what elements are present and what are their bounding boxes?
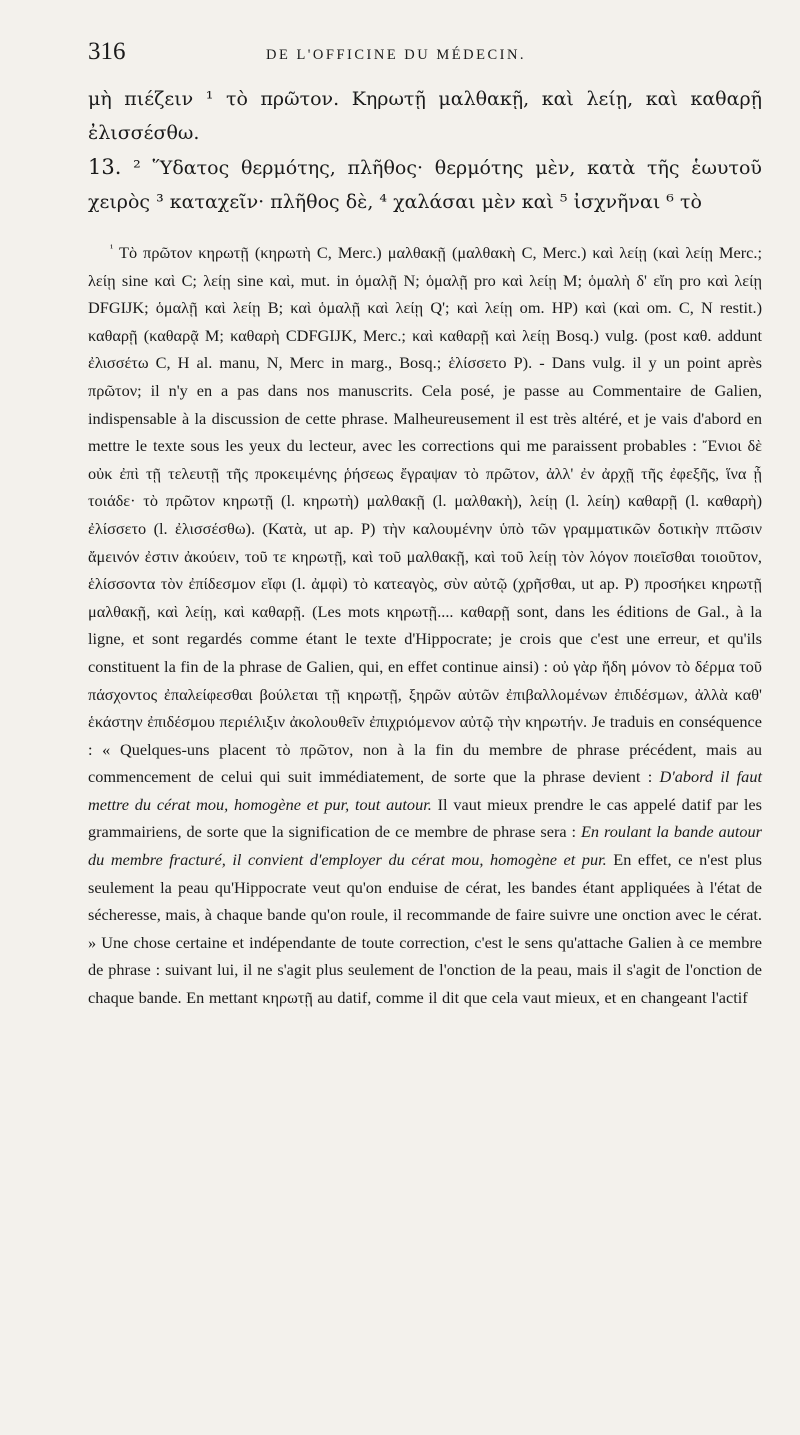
paragraph-13-text: ² Ὕδατος θερμότης, πλῆθος· θερμότης μὲν, κατὰ τῆς ἑωυτοῦ χειρὸς ³ καταχεῖν· πλῆθος δὲ, ⁴ χαλάσαι μὲν καὶ ⁵ ἰσχνῆναι ⁶ τὸ	[88, 157, 762, 213]
footnote-mark: ¹	[110, 242, 114, 255]
main-text	[88, 82, 762, 219]
main-text-line: μὴ πιέζειν ¹ τὸ πρῶτον. Κηρωτῇ μαλθακῇ, καὶ λείῃ, καὶ καθαρῇ ἐλισσέσθω.	[88, 88, 762, 144]
footnotes	[88, 239, 762, 1012]
paragraph-number: 13.	[88, 155, 122, 179]
footnote-1	[88, 239, 762, 1012]
footnote-text-part2: Il vaut mieux prendre le cas appelé datif par les grammairiens, de sorte que la signification de ce membre de phrase sera :	[88, 794, 762, 842]
running-title: DE L'OFFICINE DU MÉDECIN.	[266, 47, 527, 63]
paragraph-13	[88, 150, 762, 219]
page-number: 316	[88, 38, 126, 65]
running-head	[88, 38, 762, 82]
footnote-text-part1: Τὸ πρῶτον κηρωτῇ (κηρωτὴ C, Merc.) μαλθακῇ (μαλθακὴ C, Merc.) καὶ λείῃ (καὶ λείῃ Merc.; λείῃ sine καὶ C; λείῃ sine καὶ, mut. in ὁμαλῇ N; ὁμαλῇ pro καὶ λείῃ M; ὁμαλὴ δ' εἴη pro καὶ λείῃ DFGIJK; ὁμαλῇ καὶ λείῃ B; καὶ ὁμαλῇ καὶ λείῃ Q'; καὶ λείῃ om. HP) καὶ (καὶ om. C, N restit.) καθαρῇ (καθαρᾷ M; καθαρὴ CDFGIJK, Merc.; καὶ καθαρῇ καὶ λείῃ Bosq.) vulg. (post καθ. addunt ἐλισσέτω C, H al. manu, N, Merc in marg., Bosq.; ἑλίσσετο P). - Dans vulg. il y un point après πρῶτον; il n'y en a pas dans nos manuscrits. Cela posé, je passe au Commentaire de Galien, indispensable à la discussion de cette phrase. Malheureusement il est très altéré, et je vais d'abord en mettre le texte sous les yeux du lecteur, avec les corrections qui me paraissent probables : Ἔνιοι δὲ οὐκ ἐπὶ τῇ τελευτῇ τῆς προκειμένης ῥήσεως ἔγραψαν τὸ πρῶτον, ἀλλ' ἐν ἀρχῇ τῆς ἐφεξῆς, ἵνα ᾖ τοιάδε· τὸ πρῶτον κηρωτῇ (l. κηρωτὴ) μαλθακῇ (l. μαλθακὴ), λείῃ (l. λείη) καθαρῇ (l. καθαρὴ) ἐλίσσετο (l. ἐλισσέσθω). (Κατὰ, ut ap. P) τὴν καλουμένην ὑπὸ τῶν γραμματικῶν δοτικὴν πτῶσιν ἄμεινόν ἐστιν ἀκούειν, τοῦ τε κηρωτῇ, καὶ τοῦ μαλθακῇ, καὶ τοῦ λείῃ τὸν λόγον ποιεῖσθαι τοιοῦτον, ἑλίσσοντα τὸν ἐπίδεσμον εἴφι (l. ἀμφὶ) τὸ κατεαγὸς, σὺν αὐτῷ (χρῆσθαι, ut ap. P) προσήκει κηρωτῇ μαλθακῇ, καὶ λείῃ, καὶ καθαρῇ. (Les mots κηρωτῇ.... καθαρῇ sont, dans les éditions de Gal., à la ligne, et sont regardés comme étant le texte d'Hippocrate; je crois que c'est une erreur, et qu'ils constituent la fin de la phrase de Galien, qui, en effet continue ainsi) : οὐ γὰρ ἤδη μόνον τὸ δέρμα τοῦ πάσχοντος ἐπαλείφεσθαι βούλεται τῇ κηρωτῇ, ξηρῶν αὐτῶν ἐπιβαλλομένων ἐπιδέσμων, ἀλλὰ καθ' ἑκάστην ἐπιδέσμου περιέλιξιν ἀκολουθεῖν ἐπιχριόμενον αὐτῷ τὴν κηρωτήν. Je traduis en conséquence : « Quelques-uns placent τὸ πρῶτον, non à la fin du membre de phrase précédent, mais au commencement de celui qui suit immédiatement, de sorte que la phrase devient :	[88, 243, 762, 787]
footnote-italic-1: D'abord il faut mettre du cérat mou, homogène et pur, tout autour.	[88, 767, 762, 814]
footnote-italic-2: En roulant la bande autour du membre fracturé, il convient d'employer du cérat mou, homogène et pur.	[88, 822, 762, 870]
footnote-text-part3: En effet, ce n'est plus seulement la peau qu'Hippocrate veut qu'on enduise de cérat, les bandes étant appliquées à l'état de sécheresse, mais, à chaque bande qu'on roule, il recommande de faire suivre une onction avec le cérat. » Une chose certaine et indépendante de toute correction, c'est le sens qu'attache Galien à ce membre de phrase : suivant lui, il ne s'agit plus seulement de l'onction de la peau, mais il s'agit de l'onction de chaque bande. En mettant κηρωτῇ au datif, comme il dit que cela vaut mieux, et en changeant l'actif	[88, 850, 762, 1008]
